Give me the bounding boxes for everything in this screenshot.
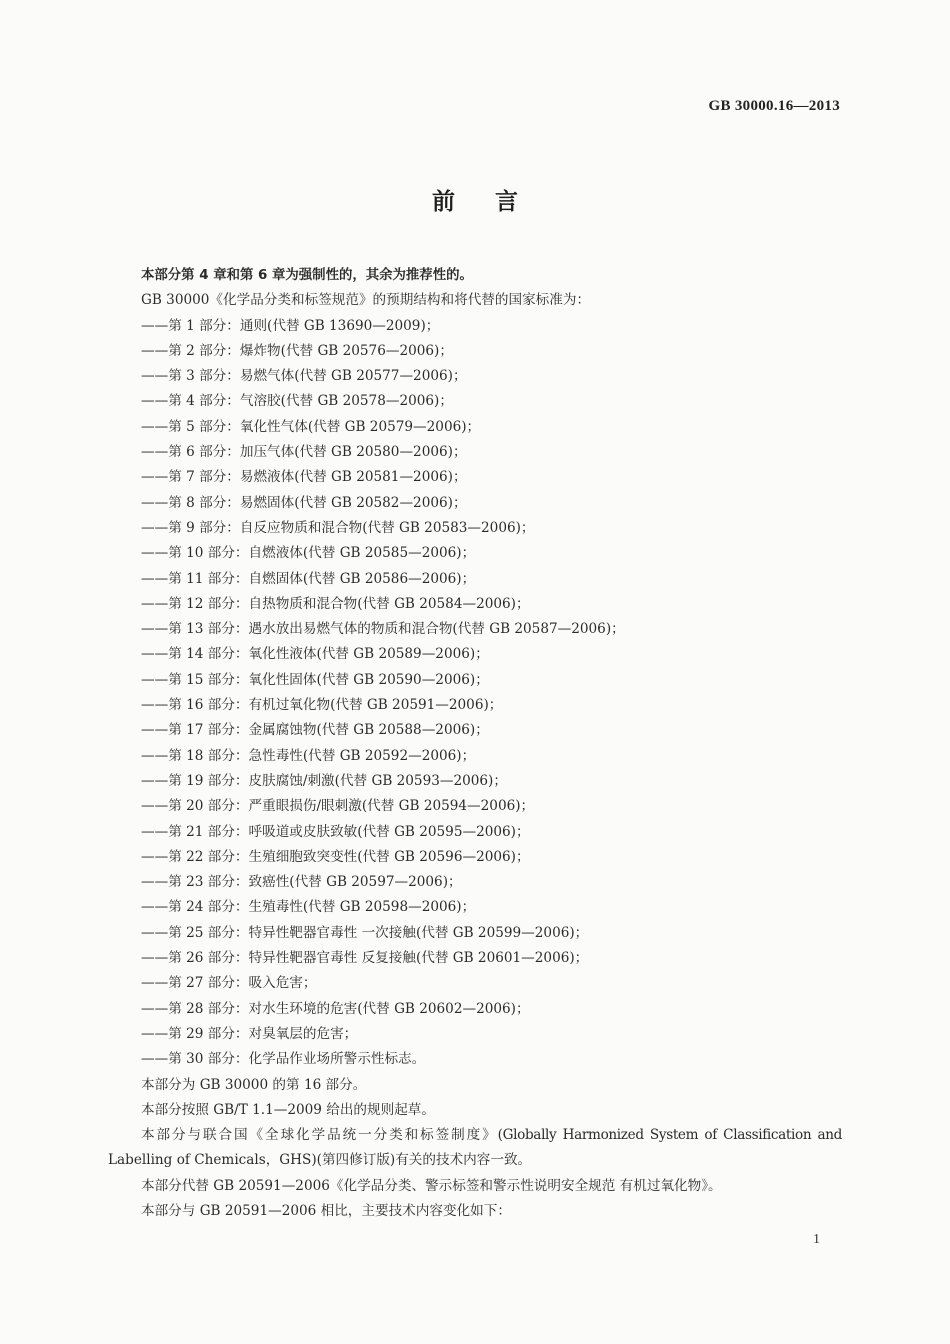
list-item: ——第 18 部分：急性毒性(代替 GB 20592—2006)； xyxy=(141,747,476,764)
list-item: ——第 24 部分：生殖毒性(代替 GB 20598—2006)； xyxy=(141,899,476,916)
list-item: ——第 8 部分：易燃固体(代替 GB 20582—2006)； xyxy=(141,494,467,511)
list-item: ——第 1 部分：通则(代替 GB 13690—2009)； xyxy=(141,317,440,334)
mandatory-note: 本部分第 4 章和第 6 章为强制性的，其余为推荐性的。 xyxy=(141,268,473,283)
replaces-note: 本部分代替 GB 20591—2006《化学品分类、警示标签和警示性说明安全规范 有机过氧化物》。 xyxy=(141,1177,722,1194)
list-item: ——第 30 部分：化学品作业场所警示性标志。 xyxy=(141,1051,426,1068)
list-item: ——第 5 部分：氧化性气体(代替 GB 20579—2006)； xyxy=(141,418,481,435)
ghs-note-line-1: 本部分与联合国《全球化学品统一分类和标签制度》(Globally Harmonized System of Classification and xyxy=(141,1127,842,1144)
list-item: ——第 7 部分：易燃液体(代替 GB 20581—2006)； xyxy=(141,469,467,486)
list-item: ——第 28 部分：对水生环境的危害(代替 GB 20602—2006)； xyxy=(141,1000,530,1017)
list-item: ——第 11 部分：自燃固体(代替 GB 20586—2006)； xyxy=(141,570,476,587)
list-item: ——第 23 部分：致癌性(代替 GB 20597—2006)； xyxy=(141,874,462,891)
list-item: ——第 25 部分：特异性靶器官毒性 一次接触(代替 GB 20599—2006)； xyxy=(141,924,589,941)
standard-number: GB 30000.16—2013 xyxy=(708,98,840,114)
page-number: 1 xyxy=(813,1232,820,1247)
changes-note: 本部分与 GB 20591—2006 相比，主要技术内容变化如下： xyxy=(141,1202,511,1219)
list-item: ——第 17 部分：金属腐蚀物(代替 GB 20588—2006)； xyxy=(141,722,489,739)
list-item: ——第 2 部分：爆炸物(代替 GB 20576—2006)； xyxy=(141,342,453,359)
list-item: ——第 27 部分：吸入危害； xyxy=(141,975,317,992)
parts-list xyxy=(108,314,842,1073)
structure-note: GB 30000《化学品分类和标签规范》的预期结构和将代替的国家标准为： xyxy=(141,292,591,309)
ghs-note-line-2: Labelling of Chemicals，GHS)(第四修订版)有关的技术内容一致。 xyxy=(108,1152,532,1169)
list-item: ——第 26 部分：特异性靶器官毒性 反复接触(代替 GB 20601—2006)； xyxy=(141,950,589,967)
drafting-rules-note: 本部分按照 GB/T 1.1—2009 给出的规则起草。 xyxy=(141,1101,435,1118)
document-body xyxy=(108,263,842,1224)
page-title: 前言 xyxy=(432,189,558,215)
part-of-note: 本部分为 GB 30000 的第 16 部分。 xyxy=(141,1076,367,1093)
list-item: ——第 13 部分：遇水放出易燃气体的物质和混合物(代替 GB 20587—2006)； xyxy=(141,621,625,638)
list-item: ——第 10 部分：自燃液体(代替 GB 20585—2006)； xyxy=(141,545,476,562)
list-item: ——第 22 部分：生殖细胞致突变性(代替 GB 20596—2006)； xyxy=(141,848,530,865)
list-item: ——第 29 部分：对臭氧层的危害； xyxy=(141,1025,358,1042)
list-item: ——第 12 部分：自热物质和混合物(代替 GB 20584—2006)； xyxy=(141,595,530,612)
list-item: ——第 16 部分：有机过氧化物(代替 GB 20591—2006)； xyxy=(141,697,503,714)
list-item: ——第 20 部分：严重眼损伤/眼刺激(代替 GB 20594—2006)； xyxy=(141,798,535,815)
list-item: ——第 9 部分：自反应物质和混合物(代替 GB 20583—2006)； xyxy=(141,519,535,536)
list-item: ——第 6 部分：加压气体(代替 GB 20580—2006)； xyxy=(141,444,467,461)
list-item: ——第 3 部分：易燃气体(代替 GB 20577—2006)； xyxy=(141,368,467,385)
list-item: ——第 14 部分：氧化性液体(代替 GB 20589—2006)； xyxy=(141,646,489,663)
list-item: ——第 4 部分：气溶胶(代替 GB 20578—2006)； xyxy=(141,393,453,410)
list-item: ——第 21 部分：呼吸道或皮肤致敏(代替 GB 20595—2006)； xyxy=(141,823,530,840)
list-item: ——第 19 部分：皮肤腐蚀/刺激(代替 GB 20593—2006)； xyxy=(141,772,507,789)
list-item: ——第 15 部分：氧化性固体(代替 GB 20590—2006)； xyxy=(141,671,489,688)
